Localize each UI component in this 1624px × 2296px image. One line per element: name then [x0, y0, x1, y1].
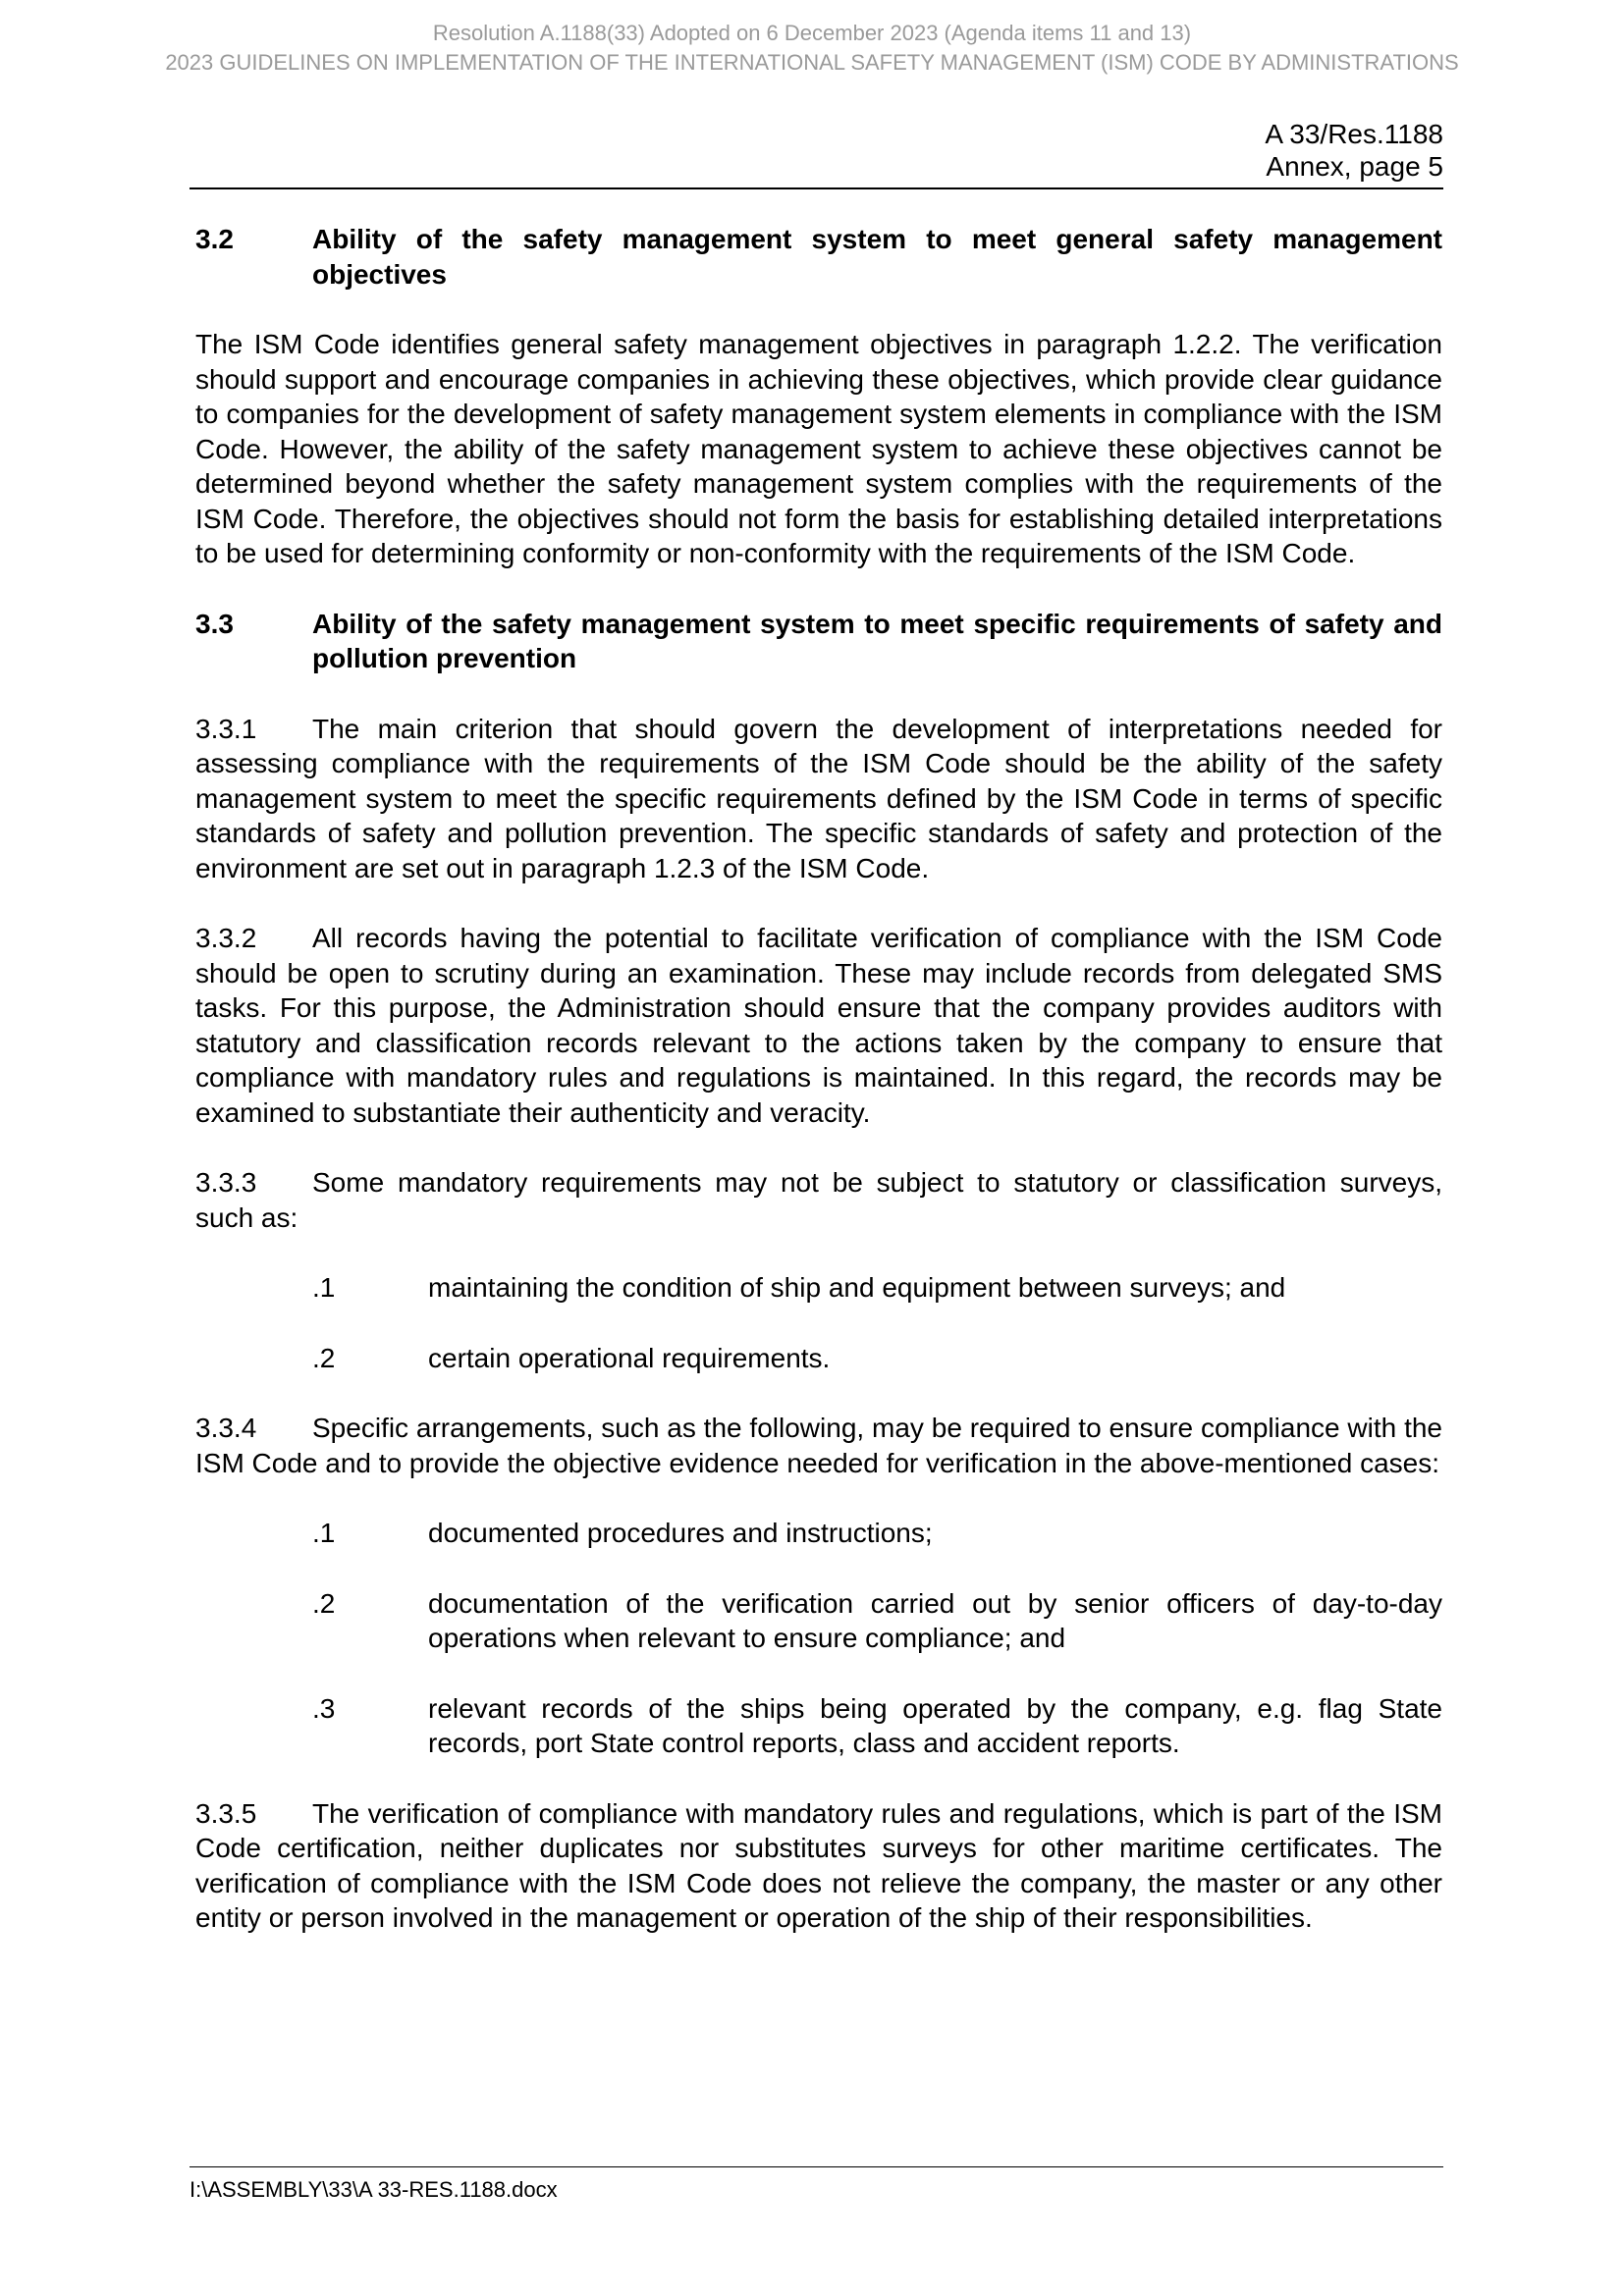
paragraph-text: Specific arrangements, such as the following, may be required to ensure compliance with the ISM Code and to provide the objective evidence needed for verification in the above-mentioned cases:	[195, 1413, 1442, 1478]
list-item-text: maintaining the condition of ship and equipment between surveys; and	[428, 1272, 1286, 1303]
paragraph-3-3-5	[195, 1796, 1442, 1936]
section-heading-3-2	[195, 222, 1442, 292]
list-item-number: .1	[312, 1272, 336, 1303]
list-item-text: certain operational requirements.	[428, 1342, 831, 1373]
footer-divider	[189, 2166, 1443, 2167]
document-reference: A 33/Res.1188	[1265, 119, 1443, 149]
list-item-text: documentation of the verification carried out by senior officers of day-to-day operations when relevant to ensure compliance; and	[428, 1587, 1442, 1653]
list-item	[312, 1516, 1442, 1551]
paragraph-3-3-2	[195, 921, 1442, 1130]
list-item-number: .3	[312, 1692, 336, 1724]
file-path: I:\ASSEMBLY\33\A 33-RES.1188.docx	[189, 2177, 558, 2202]
list-item-number: .2	[312, 1342, 336, 1373]
paragraph-number: 3.3.4	[195, 1413, 257, 1443]
header-divider	[189, 187, 1443, 189]
watermark-line-2: 2023 GUIDELINES ON IMPLEMENTATION OF THE INTERNATIONAL SAFETY MANAGEMENT (ISM) CODE BY ADMINISTRATIONS	[165, 50, 1459, 75]
paragraph-text: The main criterion that should govern the development of interpretations needed for assessing compliance with the requirements of the ISM Code should be the ability of the safety management system to meet the specific requirements defined by the ISM Code in terms of specific standards of safety and pollution prevention. The specific standards of safety and protection of the environment are set out in paragraph 1.2.3 of the ISM Code.	[195, 713, 1442, 883]
document-body	[195, 222, 1442, 1936]
list-item-text: relevant records of the ships being operated by the company, e.g. flag State records, port State control reports, class and accident reports.	[428, 1692, 1442, 1758]
paragraph-text: Some mandatory requirements may not be subject to statutory or classification surveys, such as:	[195, 1167, 1442, 1233]
list-item-number: .2	[312, 1587, 336, 1619]
section-number: 3.3	[195, 608, 234, 639]
section-title: Ability of the safety management system to meet specific requirements of safety and pollution prevention	[312, 608, 1442, 673]
section-number: 3.2	[195, 224, 234, 254]
section-title: Ability of the safety management system to meet general safety management objectives	[312, 224, 1442, 290]
list-item-text: documented procedures and instructions;	[428, 1518, 933, 1548]
section-heading-3-3	[195, 607, 1442, 676]
list-item	[312, 1341, 1442, 1376]
list-item-number: .1	[312, 1518, 336, 1548]
paragraph-3-3-4	[195, 1411, 1442, 1480]
list-item	[312, 1586, 1442, 1656]
paragraph-number: 3.3.3	[195, 1167, 257, 1198]
paragraph-text: All records having the potential to facilitate verification of compliance with the ISM Code should be open to scrutiny during an examination. These may include records from delegated SMS tasks. For this purpose, the Administration should ensure that the company provides auditors with statutory and classification records relevant to the actions taken by the company to ensure that compliance with mandatory rules and regulations is maintained. In this regard, the records may be examined to substantiate their authenticity and veracity.	[195, 923, 1442, 1128]
page-header	[189, 118, 1443, 183]
paragraph-text: The verification of compliance with mandatory rules and regulations, which is part of the ISM Code certification, neither duplicates nor substitutes surveys for other maritime certificates. The verification of compliance with the ISM Code does not relieve the company, the master or any other entity or person involved in the management or operation of the ship of their responsibilities.	[195, 1797, 1442, 1933]
list-item	[312, 1691, 1442, 1761]
list-item	[312, 1270, 1442, 1306]
paragraph-3-3-3	[195, 1165, 1442, 1235]
paragraph-number: 3.3.1	[195, 713, 257, 744]
paragraph-3-3-1	[195, 712, 1442, 886]
watermark-line-1: Resolution A.1188(33) Adopted on 6 December 2023 (Agenda items 11 and 13)	[432, 21, 1192, 45]
paragraph-number: 3.3.5	[195, 1797, 257, 1829]
section-3-2-paragraph: The ISM Code identifies general safety management objectives in paragraph 1.2.2. The verification should support and encourage companies in achieving these objectives, which provide clear guidance to companies for the development of safety management system elements in compliance with the ISM Code. However, the ability of the safety management system to achieve these objectives cannot be determined beyond whether the safety management system complies with the requirements of the ISM Code. Therefore, the objectives should not form the basis for establishing detailed interpretations to be used for determining conformity or non-conformity with the requirements of the ISM Code.	[195, 329, 1442, 568]
page-number: Annex, page 5	[1266, 151, 1443, 182]
paragraph-number: 3.3.2	[195, 923, 257, 953]
